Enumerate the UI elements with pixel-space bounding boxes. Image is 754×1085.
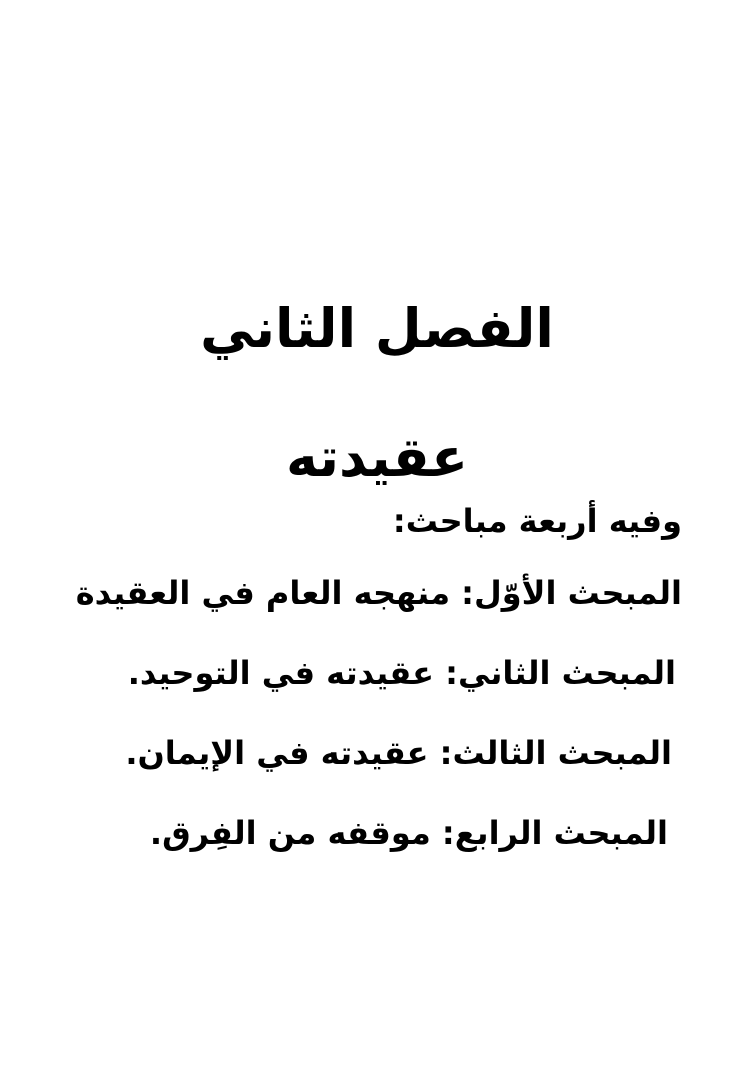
chapter-contents xyxy=(75,492,682,884)
section-item-4: المبحث الرابع: موقفه من الفِرق. xyxy=(149,814,668,852)
section-item-3: المبحث الثالث: عقيدته في الإيمان. xyxy=(125,734,672,772)
chapter-subtitle: عقيدته xyxy=(285,425,468,489)
section-item-1: المبحث الأوّل: منهجه العام في العقيدة xyxy=(75,574,682,612)
section-item-2: المبحث الثاني: عقيدته في التوحيد. xyxy=(127,654,676,692)
section-list xyxy=(75,564,682,862)
sections-intro: وفيه أربعة مباحث: xyxy=(392,502,682,540)
chapter-title: الفصل الثاني xyxy=(200,297,554,361)
